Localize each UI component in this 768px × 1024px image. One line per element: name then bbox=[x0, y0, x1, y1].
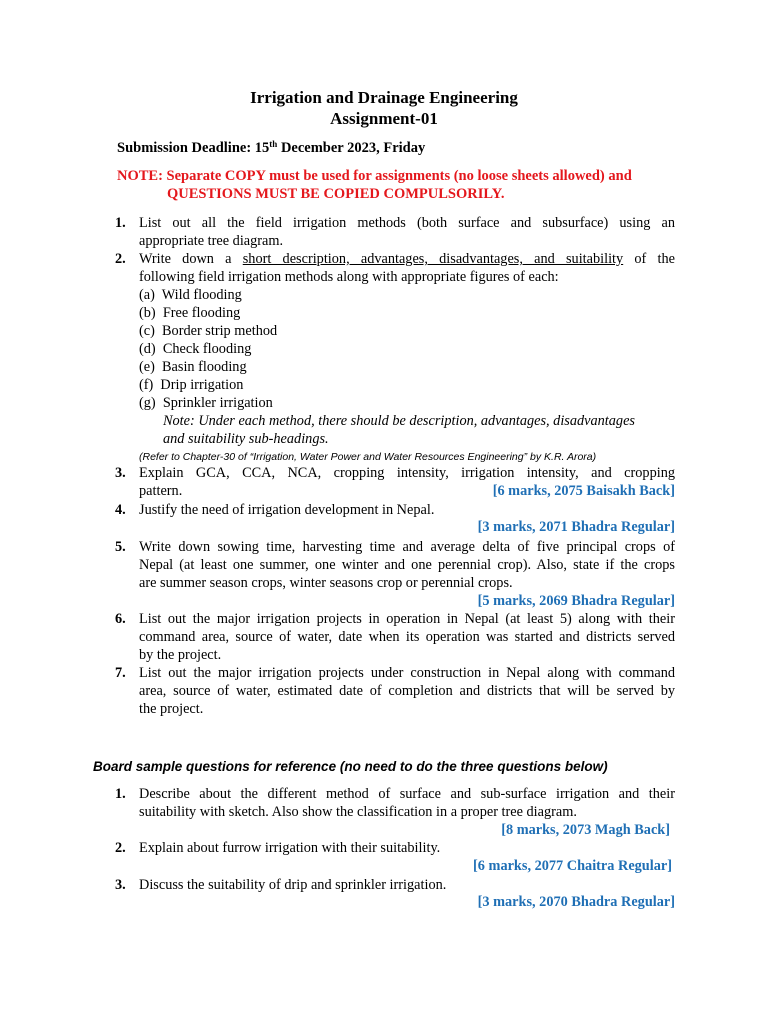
submission-deadline bbox=[117, 140, 425, 157]
question-3-line-2: pattern. bbox=[139, 483, 183, 499]
note-line-2: QUESTIONS MUST BE COPIED COMPULSORILY. bbox=[167, 186, 505, 202]
q2-pre: Write down a bbox=[139, 251, 243, 267]
marks-label: [3 marks, 2071 Bhadra Regular] bbox=[477, 519, 675, 535]
question-2-line-1 bbox=[139, 251, 675, 268]
marks-label: [6 marks, 2077 Chaitra Regular] bbox=[473, 858, 672, 874]
method-item: (a) Wild flooding bbox=[139, 287, 242, 303]
deadline-suffix: December 2023, Friday bbox=[277, 140, 426, 156]
method-item: (c) Border strip method bbox=[139, 323, 278, 339]
question-7-line-1: List out the major irrigation projects under construction in Nepal along with command bbox=[139, 665, 675, 681]
question-6-line-1: List out the major irrigation projects in operation in Nepal (at least 5) along with their bbox=[139, 611, 675, 627]
question-number: 4. bbox=[115, 502, 126, 518]
question-5-line-1: Write down sowing time, harvesting time and average delta of five principal crops of bbox=[139, 539, 675, 555]
deadline-sup: th bbox=[269, 139, 278, 149]
method-item: (d) Check flooding bbox=[139, 341, 252, 357]
question-number: 6. bbox=[115, 611, 126, 627]
note-line-1: NOTE: Separate COPY must be used for assignments (no loose sheets allowed) and bbox=[117, 168, 632, 184]
question-2-note-line-2: and suitability sub-headings. bbox=[163, 431, 329, 447]
board-questions-heading: Board sample questions for reference (no need to do the three questions below) bbox=[93, 759, 608, 774]
method-item: (b) Free flooding bbox=[139, 305, 241, 321]
board-question-1-line-2: suitability with sketch. Also show the classification in a proper tree diagram. bbox=[139, 804, 577, 820]
question-number: 3. bbox=[115, 877, 126, 893]
question-2-line-2: following field irrigation methods along with appropriate figures of each: bbox=[139, 269, 559, 285]
question-number: 1. bbox=[115, 786, 126, 802]
marks-label: [6 marks, 2075 Baisakh Back] bbox=[492, 483, 675, 499]
question-7-line-3: the project. bbox=[139, 701, 204, 717]
question-3-line-1: Explain GCA, CCA, NCA, cropping intensity, irrigation intensity, and cropping bbox=[139, 465, 675, 481]
reference-note: (Refer to Chapter-30 of “Irrigation, Water Power and Water Resources Engineering” by K.R. Arora) bbox=[139, 451, 597, 463]
question-number: 5. bbox=[115, 539, 126, 555]
q2-underlined: short description, advantages, disadvantages, and suitability bbox=[242, 251, 624, 267]
question-1-line-2: appropriate tree diagram. bbox=[139, 233, 284, 249]
q2-post: of the bbox=[623, 251, 675, 267]
question-number: 2. bbox=[115, 251, 126, 267]
marks-label: [5 marks, 2069 Bhadra Regular] bbox=[477, 593, 675, 609]
question-4-line-1: Justify the need of irrigation development in Nepal. bbox=[139, 502, 435, 518]
marks-label: [3 marks, 2070 Bhadra Regular] bbox=[477, 894, 675, 910]
question-7-line-2: area, source of water, estimated date of completion and districts that will be served by bbox=[139, 683, 675, 699]
board-question-1-line-1: Describe about the different method of surface and sub-surface irrigation and their bbox=[139, 786, 675, 802]
board-question-3-line-1: Discuss the suitability of drip and sprinkler irrigation. bbox=[139, 877, 447, 893]
question-2-note-line-1: Note: Under each method, there should be description, advantages, disadvantages bbox=[163, 413, 635, 429]
question-6-line-2: command area, source of water, date when its operation was started and districts served bbox=[139, 629, 675, 645]
document-title: Irrigation and Drainage Engineering bbox=[250, 88, 518, 107]
question-1-line-1: List out all the field irrigation methods (both surface and subsurface) using an bbox=[139, 215, 675, 231]
question-number: 1. bbox=[115, 215, 126, 231]
deadline-prefix: Submission Deadline: 15 bbox=[117, 140, 270, 156]
method-item: (e) Basin flooding bbox=[139, 359, 247, 375]
question-number: 3. bbox=[115, 465, 126, 481]
board-question-2-line-1: Explain about furrow irrigation with their suitability. bbox=[139, 840, 441, 856]
method-item: (g) Sprinkler irrigation bbox=[139, 395, 273, 411]
question-number: 7. bbox=[115, 665, 126, 681]
question-5-line-3: are summer season crops, winter seasons crop or perennial crops. bbox=[139, 575, 513, 591]
document-subtitle: Assignment-01 bbox=[330, 109, 438, 128]
question-number: 2. bbox=[115, 840, 126, 856]
question-6-line-3: by the project. bbox=[139, 647, 222, 663]
question-5-line-2: Nepal (at least one summer, one winter and one perennial crop). Also, state if the crops bbox=[139, 557, 675, 573]
marks-label: [8 marks, 2073 Magh Back] bbox=[501, 822, 670, 838]
method-item: (f) Drip irrigation bbox=[139, 377, 244, 393]
